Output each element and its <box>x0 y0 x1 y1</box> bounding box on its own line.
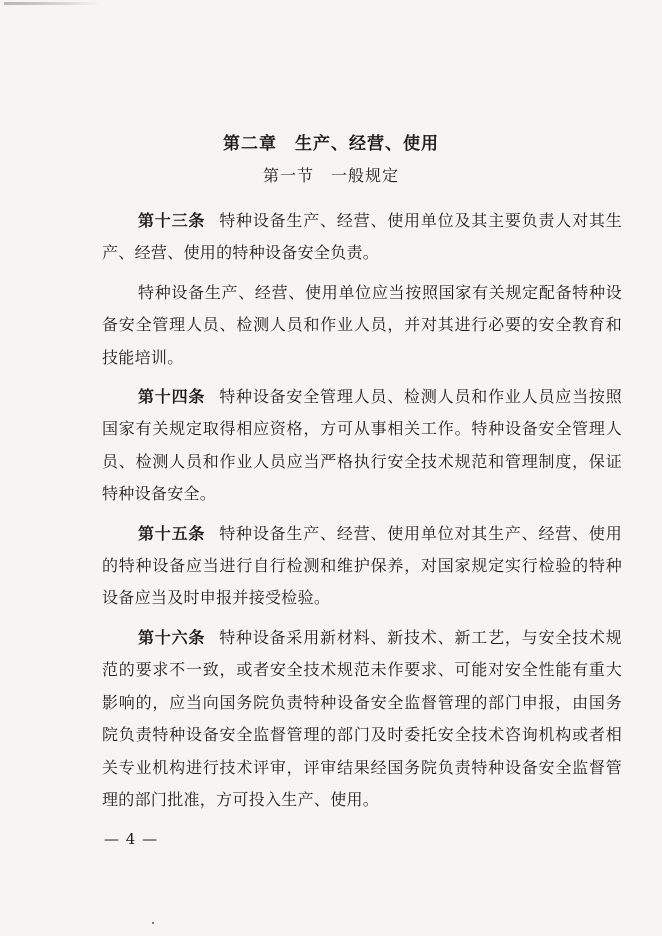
article-text: 特种设备生产、经营、使用单位对其生产、经营、使用的特种设备应当进行自行检测和维护保养，对国家规定实行检验的特种设备应当及时申报并接受检验。 <box>102 523 622 608</box>
document-body <box>102 205 622 823</box>
paragraph-text: 特种设备生产、经营、使用单位应当按照国家有关规定配备特种设备安全管理人员、检测人员和作业人员，并对其进行必要的安全教育和技能培训。 <box>102 282 622 367</box>
article-label: 第十四条 <box>138 387 206 407</box>
scan-speck <box>152 922 154 924</box>
article-16 <box>102 622 622 816</box>
article-13 <box>102 205 622 270</box>
section-title: 第一节 一般规定 <box>262 166 399 185</box>
article-label: 第十三条 <box>138 211 206 230</box>
article-13-paragraph-2 <box>102 277 622 374</box>
chapter-title: 第二章 生产、经营、使用 <box>223 134 439 154</box>
article-14 <box>102 381 622 511</box>
article-text: 特种设备安全管理人员、检测人员和作业人员应当按照国家有关规定取得相应资格，方可从事相关工作。特种设备安全管理人员、检测人员和作业人员应当严格执行安全技术规范和管理制度，保证特种设备安全。 <box>102 387 622 504</box>
article-label: 第十五条 <box>138 523 206 543</box>
article-15 <box>102 518 622 615</box>
scan-edge-mark <box>4 2 100 5</box>
article-text: 特种设备生产、经营、使用单位及其主要负责人对其生产、经营、使用的特种设备安全负责。 <box>102 211 622 263</box>
page-number: — 4 — <box>104 830 159 848</box>
article-text: 特种设备采用新材料、新技术、新工艺，与安全技术规范的要求不一致，或者安全技术规范未作要求、可能对安全性能有重大影响的，应当向国务院负责特种设备安全监督管理的部门申报，由国务院负责特种设备安全监督管理的部门及时委托安全技术咨询机构或者相关专业机构进行技术评审，评审结果经国务院负责特种设备安全监督管理的部门批准，方可投入生产、使用。 <box>102 627 622 809</box>
article-label: 第十六条 <box>138 627 206 647</box>
